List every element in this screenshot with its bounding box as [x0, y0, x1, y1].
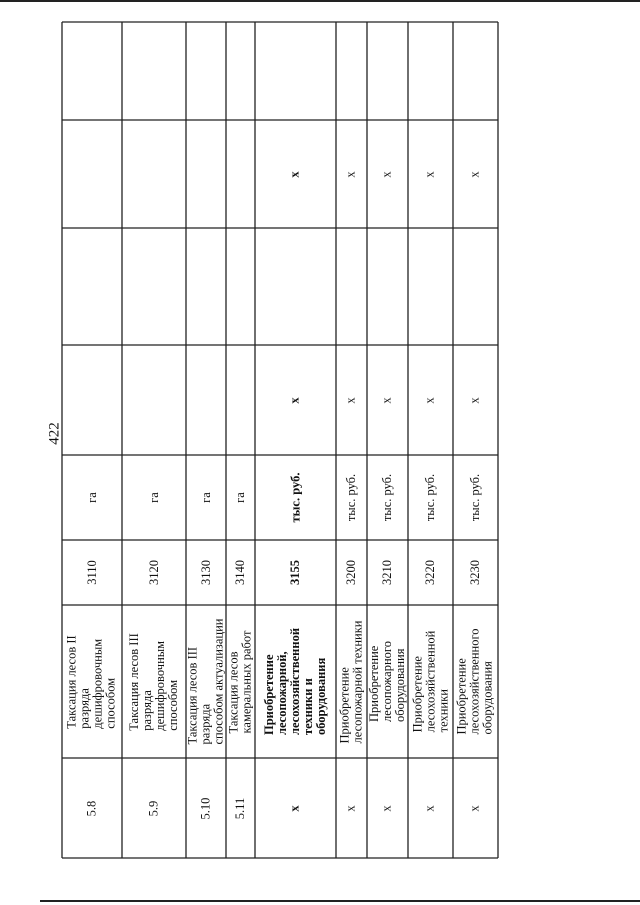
cell-num-row-8	[408, 758, 453, 858]
cell-text: Таксация лесов III разряда способом актуализации	[185, 618, 226, 745]
cell-c5-row-8	[408, 345, 453, 455]
cell-text: Таксация лесов камеральных работ	[226, 630, 254, 733]
cell-code-row-9	[453, 540, 498, 605]
cell-text: x	[288, 170, 302, 178]
cell-text: Приобретение лесопожарного оборудования	[367, 641, 407, 722]
cell-c7-row-5	[255, 120, 336, 228]
cell-text: тыс. руб.	[423, 473, 438, 522]
cell-text: тыс. руб.	[468, 473, 483, 522]
cell-unit-row-8	[408, 455, 453, 540]
cell-name-row-2	[122, 605, 186, 758]
cell-text: га	[198, 492, 213, 503]
cell-c5-row-9	[453, 345, 498, 455]
cell-text: x	[468, 396, 482, 404]
cell-num-row-1	[62, 758, 122, 858]
cell-text: x	[288, 804, 302, 812]
cell-c8-row-2	[122, 22, 186, 120]
cell-num-row-3	[186, 758, 226, 858]
cell-num-row-7	[367, 758, 408, 858]
cell-text: 3130	[198, 560, 213, 585]
cell-c7-row-6	[336, 120, 367, 228]
cell-text: 5.10	[198, 797, 213, 819]
cell-text: 5.11	[232, 797, 247, 819]
cell-name-row-1	[62, 605, 122, 758]
cell-text: 3220	[423, 560, 437, 585]
cell-text: га	[233, 492, 247, 503]
cell-code-row-4	[226, 540, 255, 605]
cell-c6-row-6	[336, 228, 367, 345]
cell-c6-row-7	[367, 228, 408, 345]
cell-c7-row-4	[226, 120, 255, 228]
cell-unit-row-1	[62, 455, 122, 540]
cell-c5-row-6	[336, 345, 367, 455]
cell-text: x	[344, 804, 358, 812]
cell-c5-row-7	[367, 345, 408, 455]
cell-text: 3140	[233, 560, 247, 585]
cell-unit-row-7	[367, 455, 408, 540]
cell-text: тыс. руб.	[287, 472, 302, 523]
cell-c8-row-5	[255, 22, 336, 120]
cell-text: x	[380, 396, 394, 404]
cell-text: Таксация лесов II разряда дешифровочным способом	[65, 634, 119, 729]
cell-text: x	[380, 170, 394, 178]
cell-text: Приобретение лесопожарной, лесохозяйственной техники и оборудования	[262, 627, 328, 736]
cell-c8-row-3	[186, 22, 226, 120]
cell-c6-row-5	[255, 228, 336, 345]
cell-name-row-8	[408, 605, 453, 758]
cell-unit-row-4	[226, 455, 255, 540]
cell-text: тыс. руб.	[344, 473, 359, 522]
cell-text: га	[146, 492, 161, 503]
cell-text: 5.9	[146, 800, 161, 816]
cell-c6-row-1	[62, 228, 122, 345]
cell-text: x	[344, 170, 358, 178]
cell-c5-row-4	[226, 345, 255, 455]
cell-c6-row-3	[186, 228, 226, 345]
cell-text: 5.8	[84, 800, 99, 816]
cell-text: Таксация лесов III разряда дешифровочным способом	[127, 632, 181, 731]
cell-c8-row-8	[408, 22, 453, 120]
cell-text: x	[468, 170, 482, 178]
cell-text: Приобретение лесохозяйственной техники	[410, 630, 451, 733]
cell-name-row-9	[453, 605, 498, 758]
cell-text: 3210	[380, 560, 394, 585]
cell-code-row-6	[336, 540, 367, 605]
cell-num-row-9	[453, 758, 498, 858]
page-number: 422	[46, 422, 63, 445]
cell-c6-row-8	[408, 228, 453, 345]
cell-text: 3230	[468, 560, 482, 585]
cell-unit-row-3	[186, 455, 226, 540]
cell-c5-row-2	[122, 345, 186, 455]
cell-name-row-4	[226, 605, 255, 758]
cell-text: 3120	[146, 560, 161, 585]
cell-c8-row-7	[367, 22, 408, 120]
cell-c7-row-8	[408, 120, 453, 228]
cell-c7-row-3	[186, 120, 226, 228]
cell-c8-row-4	[226, 22, 255, 120]
cell-c6-row-2	[122, 228, 186, 345]
cell-c8-row-9	[453, 22, 498, 120]
cell-c6-row-9	[453, 228, 498, 345]
cell-c8-row-1	[62, 22, 122, 120]
cell-code-row-7	[367, 540, 408, 605]
cell-c5-row-1	[62, 345, 122, 455]
cell-c7-row-7	[367, 120, 408, 228]
cell-code-row-5	[255, 540, 336, 605]
cell-code-row-3	[186, 540, 226, 605]
cell-text: 3110	[84, 560, 99, 585]
cell-num-row-2	[122, 758, 186, 858]
cell-c8-row-6	[336, 22, 367, 120]
cell-c5-row-5	[255, 345, 336, 455]
cell-num-row-6	[336, 758, 367, 858]
cell-text: тыс. руб.	[380, 473, 395, 522]
cell-text: x	[423, 170, 437, 178]
cell-text: x	[423, 396, 437, 404]
cell-c7-row-9	[453, 120, 498, 228]
cell-text: x	[468, 804, 482, 812]
cell-text: га	[84, 492, 99, 503]
cell-text: Приобретение лесопожарной техники	[337, 620, 365, 743]
cell-text: 3155	[288, 560, 302, 585]
cell-num-row-4	[226, 758, 255, 858]
cell-code-row-1	[62, 540, 122, 605]
cell-c7-row-2	[122, 120, 186, 228]
cell-name-row-7	[367, 605, 408, 758]
cell-text: Приобретение лесохозяйственного оборудования	[455, 628, 496, 735]
cell-unit-row-2	[122, 455, 186, 540]
cell-c5-row-3	[186, 345, 226, 455]
cell-c7-row-1	[62, 120, 122, 228]
cell-unit-row-5	[255, 455, 336, 540]
cell-name-row-6	[336, 605, 367, 758]
cell-c6-row-4	[226, 228, 255, 345]
cell-text: x	[288, 396, 302, 404]
cell-text: x	[423, 804, 437, 812]
cell-num-row-5	[255, 758, 336, 858]
cell-text: 3200	[344, 560, 358, 585]
cell-code-row-2	[122, 540, 186, 605]
cell-text: x	[344, 396, 358, 404]
cell-code-row-8	[408, 540, 453, 605]
cell-name-row-5	[255, 605, 336, 758]
cell-unit-row-6	[336, 455, 367, 540]
cell-unit-row-9	[453, 455, 498, 540]
cell-text: x	[380, 804, 394, 812]
cell-name-row-3	[186, 605, 226, 758]
